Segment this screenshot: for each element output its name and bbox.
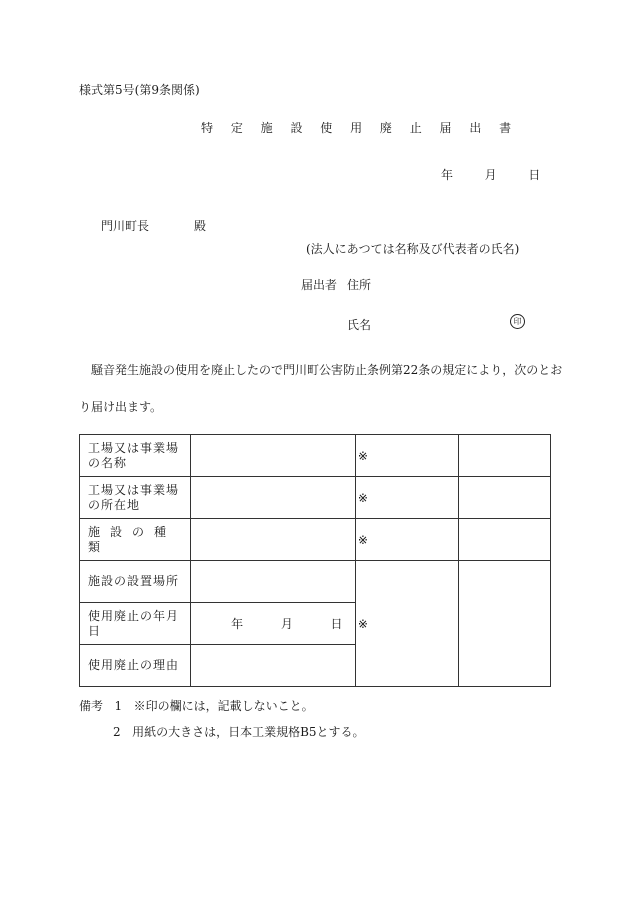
table-row	[80, 435, 551, 477]
addressee-honorific: 殿	[194, 219, 207, 233]
mark-cell: ※	[355, 435, 458, 477]
cell-year: 年	[231, 617, 244, 631]
office-cell	[459, 561, 551, 687]
remarks-number-1: 1	[114, 699, 123, 713]
value-cell[interactable]	[191, 561, 356, 603]
date-line	[441, 166, 540, 183]
cell-day: 日	[330, 617, 343, 631]
office-cell	[459, 435, 551, 477]
row-label: 施設の設置場所	[80, 561, 191, 603]
value-cell[interactable]	[191, 435, 356, 477]
remarks-text-2: 用紙の大きさは，日本工業規格B5とする。	[132, 725, 365, 739]
row-label: 工場又は事業場の名称	[80, 435, 191, 477]
remarks-heading: 備考	[79, 699, 104, 713]
addressee	[101, 217, 206, 234]
seal-mark: 印	[510, 314, 525, 329]
row-label: 使用廃止の年月日	[80, 603, 191, 645]
office-cell	[459, 477, 551, 519]
remarks-item-2	[113, 723, 365, 740]
value-cell[interactable]	[191, 477, 356, 519]
value-cell[interactable]	[191, 645, 356, 687]
table-row	[80, 477, 551, 519]
mark-cell: ※	[355, 477, 458, 519]
remarks-number-2: 2	[113, 725, 121, 739]
remarks-item-1	[79, 697, 314, 714]
form-number: 様式第5号(第9条関係)	[79, 83, 200, 97]
applicant-name-line	[347, 316, 371, 333]
form-table	[79, 434, 551, 687]
body-text-line1: 騒音発生施設の使用を廃止したので門川町公害防止条例第22条の規定により，次のとお	[91, 363, 563, 377]
addressee-name: 門川町長	[101, 219, 150, 233]
address-label: 住所	[347, 278, 372, 292]
applicant-address-line	[301, 276, 371, 293]
document-title: 特 定 施 設 使 用 廃 止 届 出 書	[201, 121, 519, 135]
row-label: 工場又は事業場の所在地	[80, 477, 191, 519]
body-text-line2: り届け出ます。	[79, 400, 163, 414]
cell-month: 月	[280, 617, 293, 631]
date-day: 日	[528, 168, 541, 182]
name-label: 氏名	[347, 318, 372, 332]
value-cell[interactable]	[191, 519, 356, 561]
applicant-label: 届出者	[301, 278, 338, 292]
table-row	[80, 561, 551, 603]
mark-cell: ※	[355, 561, 458, 687]
table-row	[80, 519, 551, 561]
date-month: 月	[484, 168, 497, 182]
mark-cell: ※	[355, 519, 458, 561]
corporation-note: (法人にあつては名称及び代表者の氏名)	[306, 242, 520, 256]
date-value-cell[interactable]	[191, 603, 356, 645]
office-cell	[459, 519, 551, 561]
row-label: 施設の種類	[80, 519, 191, 561]
row-label: 使用廃止の理由	[80, 645, 191, 687]
date-year: 年	[441, 168, 454, 182]
remarks-text-1: ※印の欄には，記載しないこと。	[133, 699, 314, 713]
